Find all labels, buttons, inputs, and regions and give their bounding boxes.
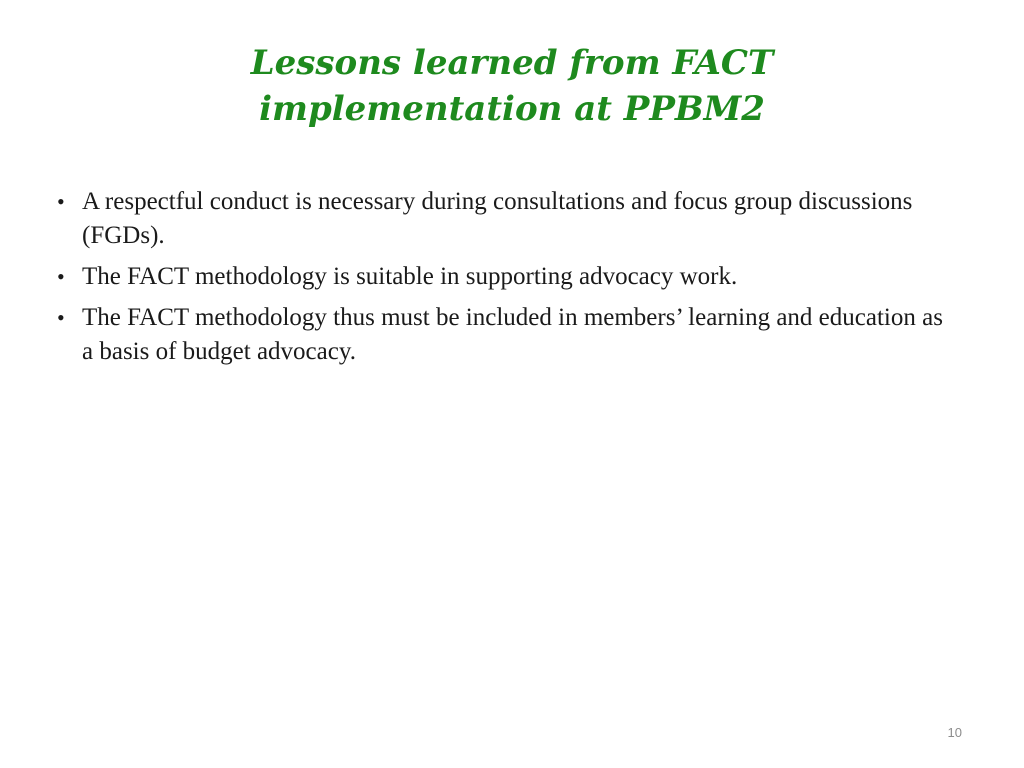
- bullet-text: The FACT methodology is suitable in supporting advocacy work.: [82, 263, 738, 290]
- bullet-item: [57, 260, 957, 294]
- bullet-item: [57, 185, 957, 253]
- bullet-list: [57, 185, 957, 376]
- bullet-dot-icon: •: [57, 264, 65, 289]
- bullet-item: [57, 301, 957, 369]
- bullet-text: A respectful conduct is necessary during consultations and focus group discussions (FGDs).: [82, 188, 913, 249]
- page-number: 10: [947, 725, 962, 740]
- bullet-dot-icon: •: [57, 189, 65, 214]
- bullet-text: The FACT methodology thus must be included in members’ learning and education as a basis of budget advocacy.: [82, 304, 943, 365]
- slide-title: [112, 40, 912, 132]
- bullet-dot-icon: •: [57, 305, 65, 330]
- slide-title-line-1: Lessons learned from FACT: [250, 43, 774, 83]
- slide-title-line-2: implementation at PPBM2: [259, 89, 765, 129]
